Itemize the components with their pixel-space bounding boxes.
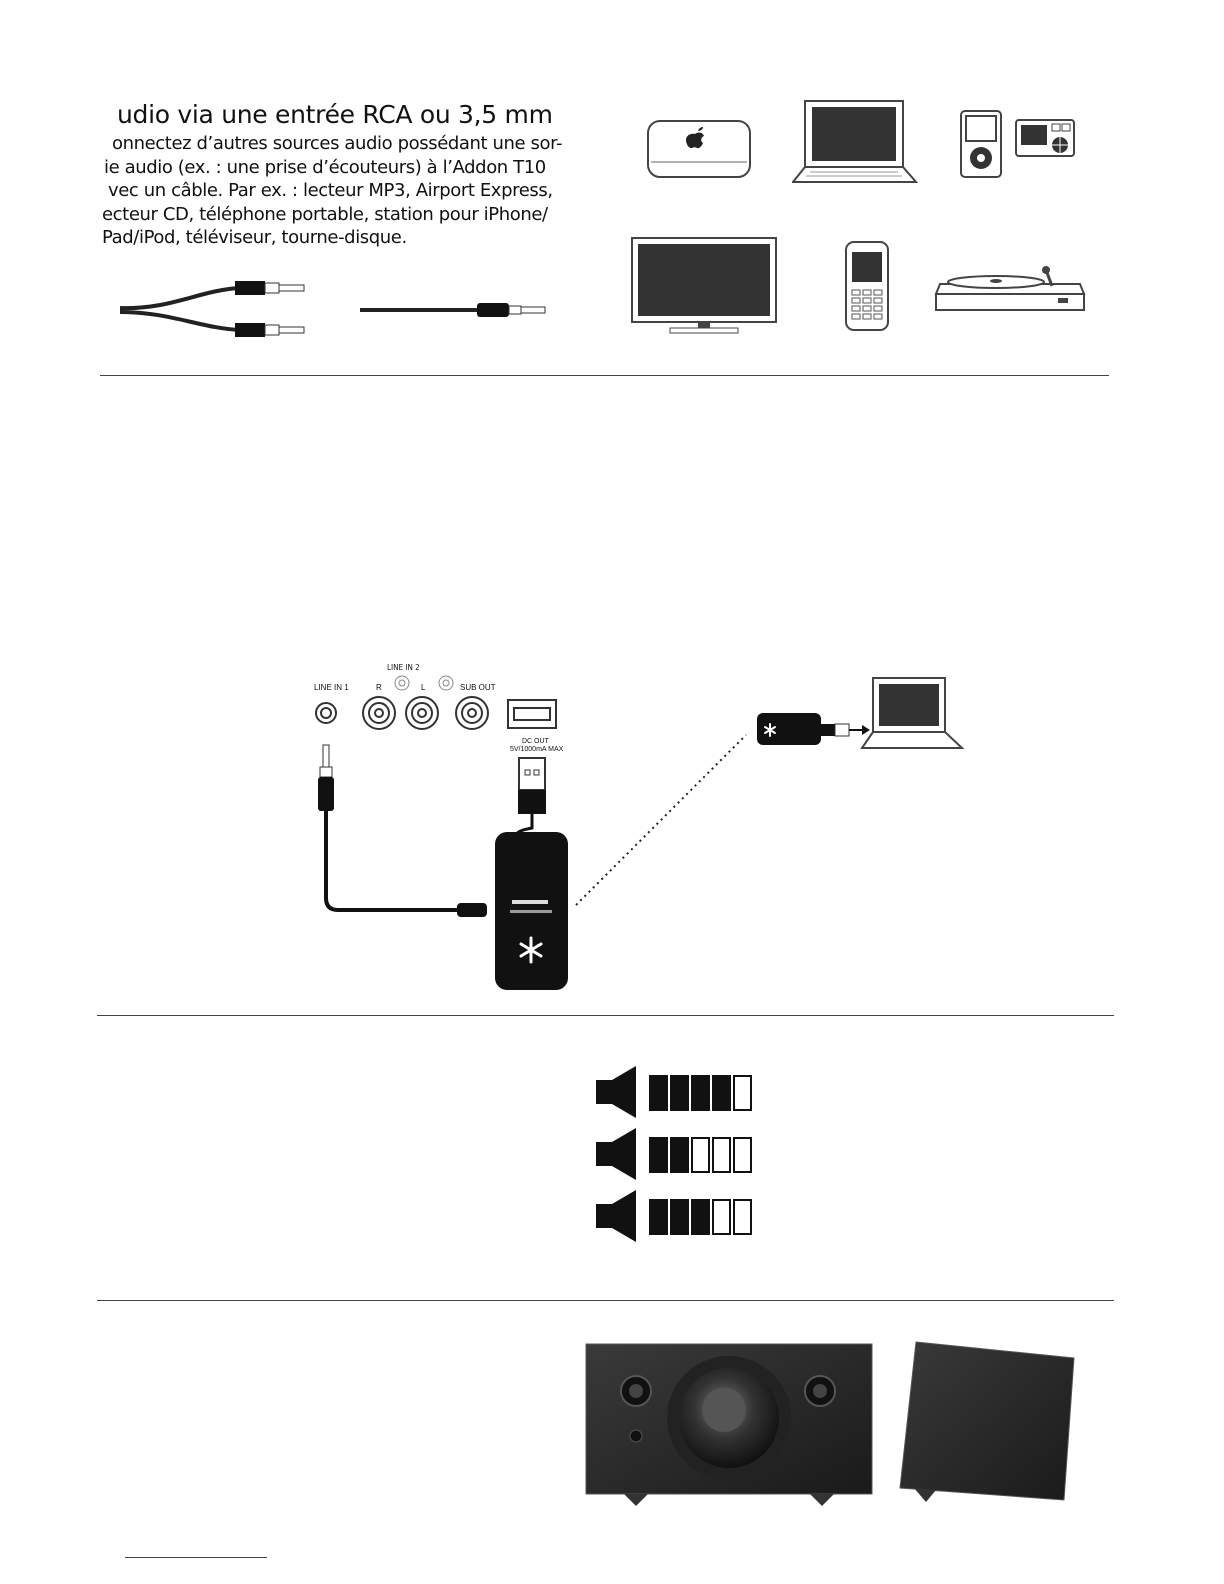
body-line: vec un câble. Par ex. : lecteur MP3, Airport Express, <box>108 180 553 201</box>
section-divider <box>97 1300 1114 1301</box>
phone-icon <box>844 240 890 332</box>
section-divider <box>100 375 1109 376</box>
mac-mini-icon <box>645 118 753 180</box>
panel-label-dc-out-spec: 5V/1000mA MAX <box>510 746 564 753</box>
laptop-icon <box>792 98 918 186</box>
volume-bar-filled <box>692 1200 709 1234</box>
volume-row <box>594 1126 759 1182</box>
speakers-illustration <box>584 1338 1078 1514</box>
ipod-icon <box>958 108 1004 180</box>
volume-bar-empty <box>692 1138 709 1172</box>
volume-bar-empty <box>713 1200 730 1234</box>
connection-diagram <box>300 660 980 1000</box>
volume-bar-filled <box>650 1200 667 1234</box>
tv-icon <box>630 236 778 336</box>
panel-label-r: R <box>376 683 382 692</box>
speaker-volume-icon <box>596 1128 636 1180</box>
main-speaker <box>586 1344 872 1506</box>
volume-bar-filled <box>650 1076 667 1110</box>
body-line: ecteur CD, téléphone portable, station pour iPhone/ <box>102 203 548 225</box>
section-title: udio via une entrée RCA ou 3,5 mm <box>117 100 553 129</box>
section-divider <box>97 1015 1114 1016</box>
panel-label-l: L <box>421 683 426 692</box>
volume-bar-filled <box>692 1076 709 1110</box>
panel-label-sub-out: SUB OUT <box>460 683 496 692</box>
volume-row <box>594 1188 759 1244</box>
body-line: Pad/iPod, téléviseur, tourne-disque. <box>102 227 407 248</box>
body-line: ie audio (ex. : une prise d’écouteurs) à l’Addon T10 <box>104 156 546 178</box>
volume-bar-empty <box>734 1138 751 1172</box>
volume-indicators <box>594 1064 759 1244</box>
panel-label-line-in-1: LINE IN 1 <box>314 683 349 692</box>
section-body <box>102 132 562 250</box>
volume-bar-empty <box>713 1138 730 1172</box>
turntable-icon <box>934 262 1086 314</box>
volume-row <box>594 1064 759 1120</box>
speaker-volume-icon <box>596 1066 636 1118</box>
jack-cable-icon <box>355 290 555 330</box>
volume-bar-filled <box>650 1138 667 1172</box>
panel-label-dc-out: DC OUT <box>522 738 549 745</box>
subwoofer <box>900 1342 1074 1502</box>
volume-bar-filled <box>671 1200 688 1234</box>
body-line: onnectez d’autres sources audio possédant une sor- <box>112 133 563 154</box>
volume-bar-filled <box>713 1076 730 1110</box>
volume-bar-filled <box>671 1076 688 1110</box>
footnote-link-underline[interactable] <box>125 1557 267 1558</box>
radio-icon <box>1014 118 1076 158</box>
volume-bar-empty <box>734 1200 751 1234</box>
volume-bar-empty <box>734 1076 751 1110</box>
speaker-volume-icon <box>596 1190 636 1242</box>
volume-bar-filled <box>671 1138 688 1172</box>
panel-label-line-in-2: LINE IN 2 <box>387 663 420 672</box>
